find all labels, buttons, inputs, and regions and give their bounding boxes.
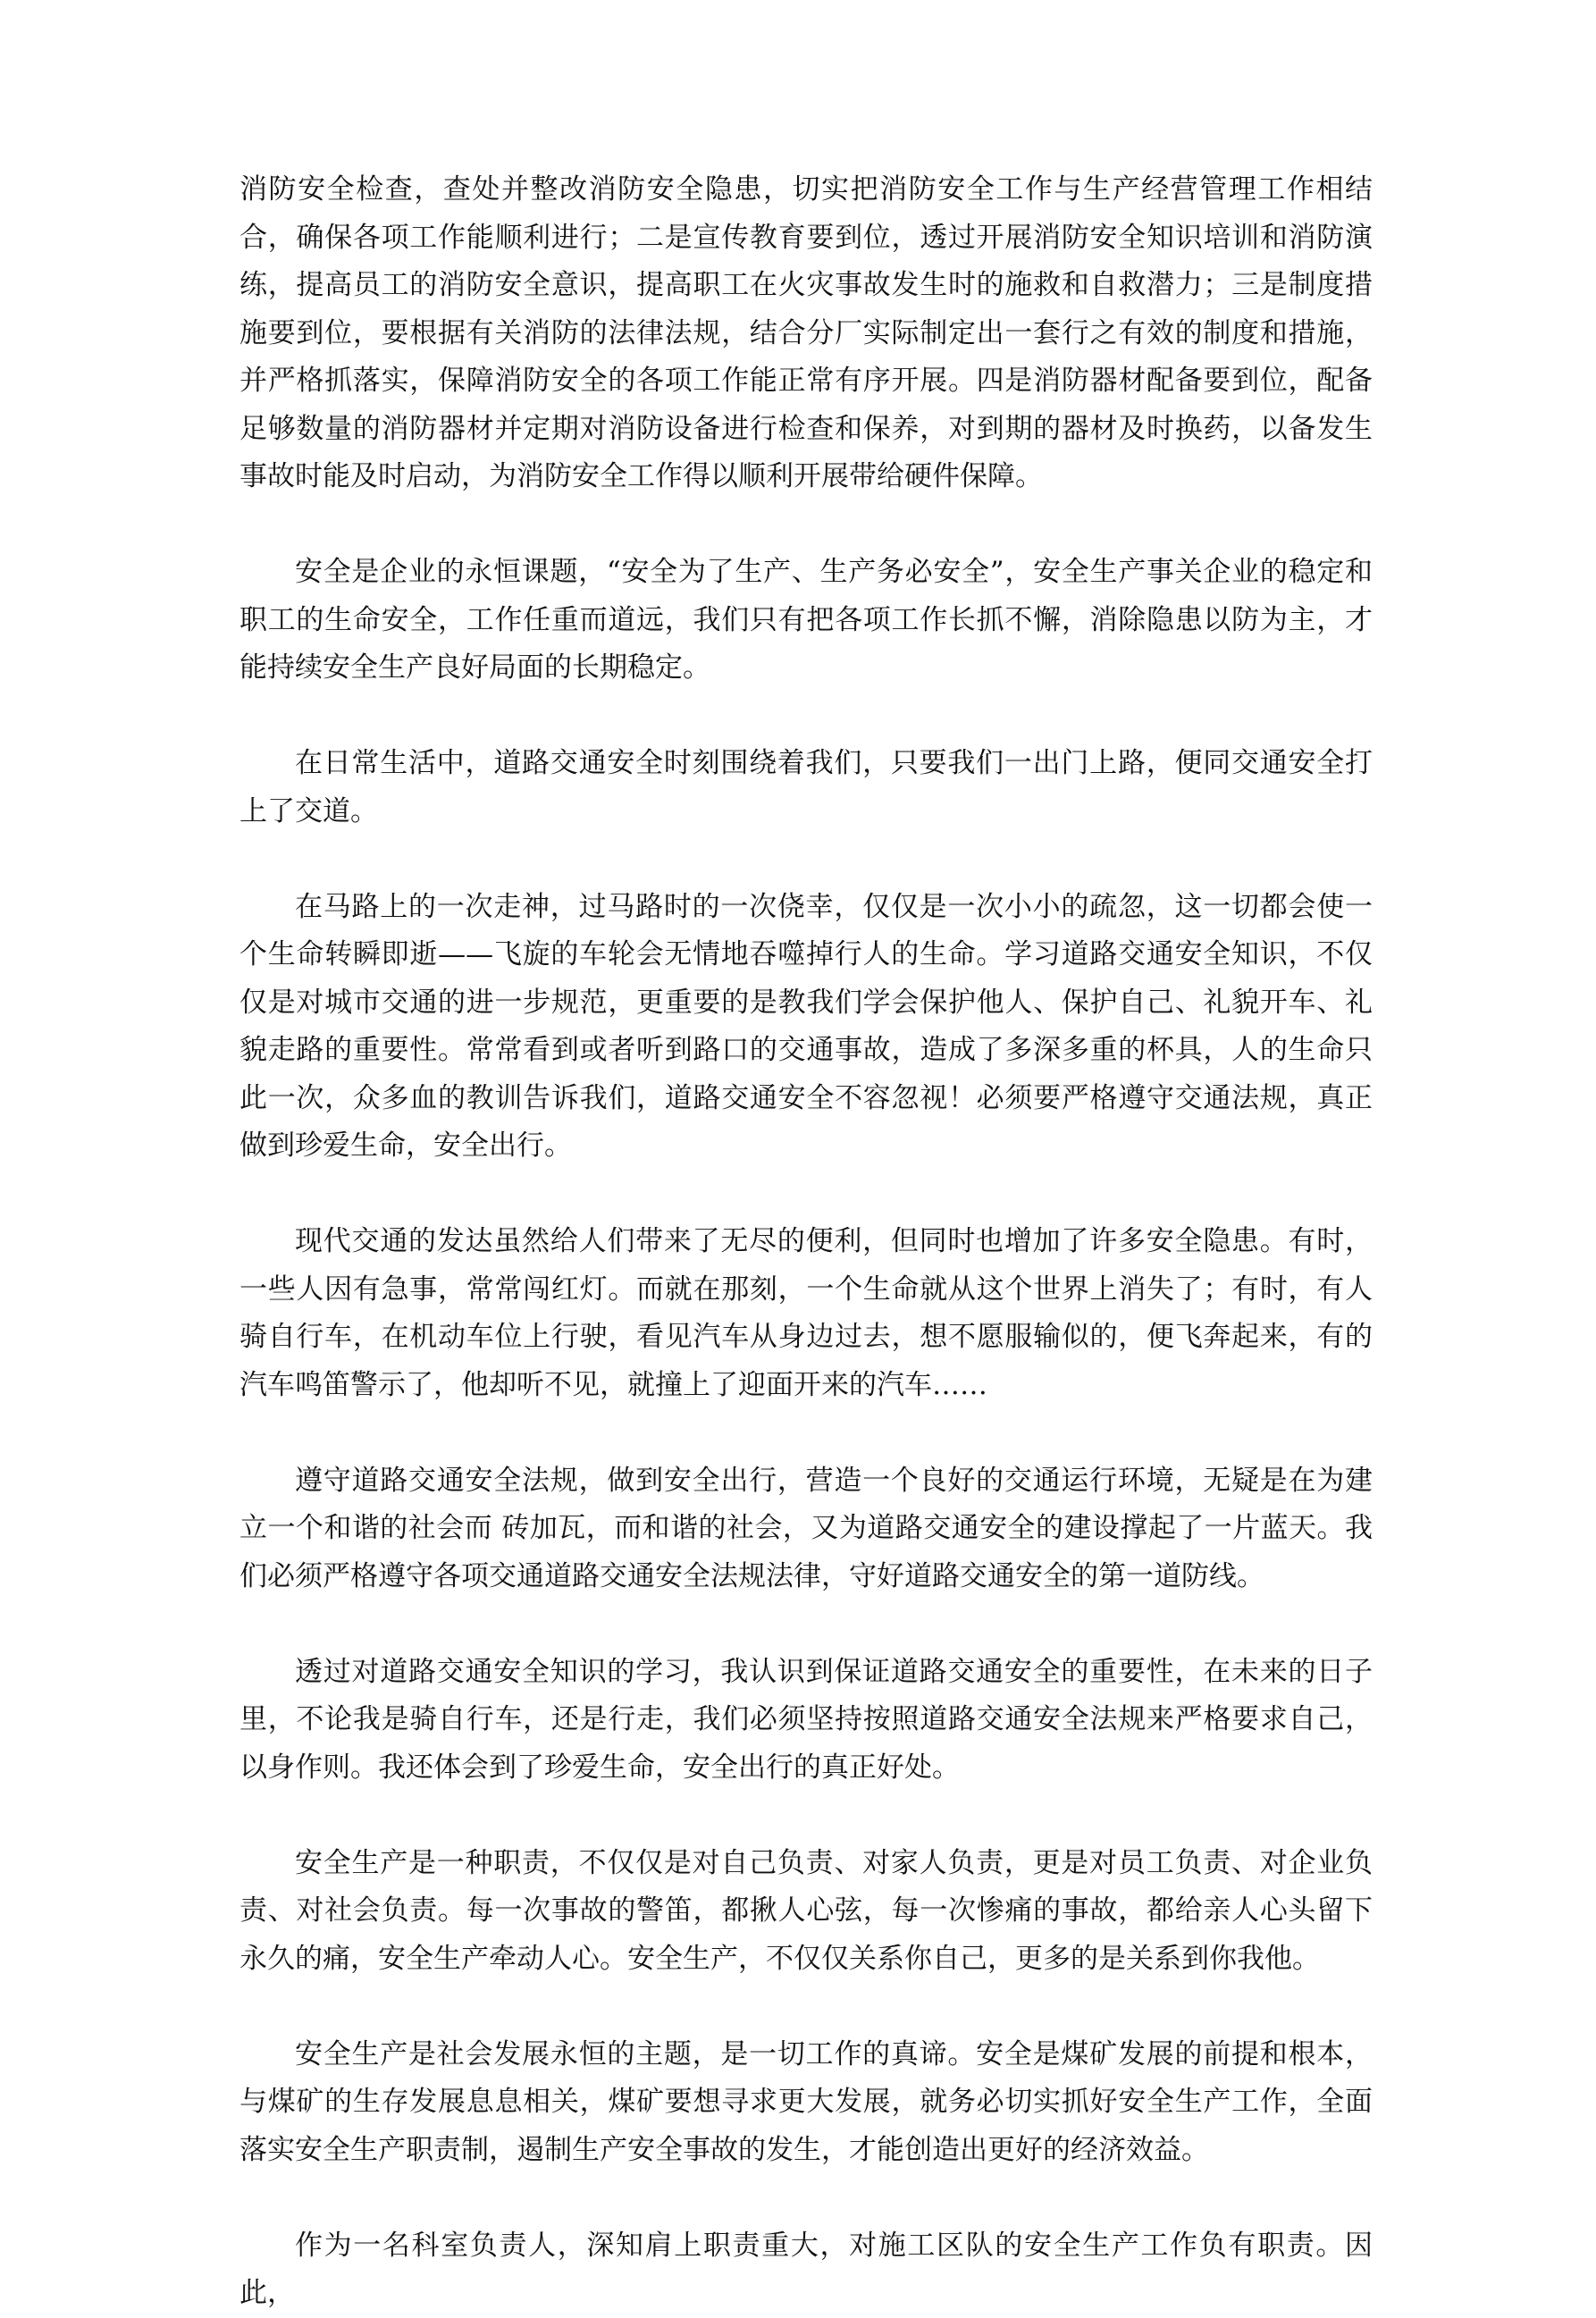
paragraph-learning-reflection: 透过对道路交通安全知识的学习，我认识到保证道路交通安全的重要性，在未来的日子里，不论我是骑自行车，还是行走，我们必须坚持按照道路交通安全法规来严格要求自己，以身作则。我还体会到了珍爱生命，安全出行的真正好处。 [239, 1655, 1373, 1784]
paragraph-safety-eternal-topic: 安全是企业的永恒课题，“安全为了生产、生产务必安全”，安全生产事关企业的稳定和职工的生命安全，工作任重而道远，我们只有把各项工作长抓不懈，消除隐患以防为主，才能持续安全生产良好局面的长期稳定。 [239, 556, 1373, 684]
paragraph-department-head: 作为一名科室负责人，深知肩上职责重大，对施工区队的安全生产工作负有职责。因此， [239, 2229, 1373, 2309]
paragraph-daily-traffic-safety: 在日常生活中，道路交通安全时刻围绕着我们，只要我们一出门上路，便同交通安全打上了交道。 [239, 747, 1373, 827]
paragraph-coal-mine-safety: 安全生产是社会发展永恒的主题，是一切工作的真谛。安全是煤矿发展的前提和根本，与煤矿的生存发展息息相关，煤矿要想寻求更大发展，就务必切实抓好安全生产工作，全面落实安全生产职责制，遏制生产安全事故的发生，才能创造出更好的经济效益。 [239, 2037, 1373, 2166]
paragraph-obey-traffic-laws: 遵守道路交通安全法规，做到安全出行，营造一个良好的交通运行环境，无疑是在为建立一个和谐的社会而 砖加瓦，而和谐的社会，又为道路交通安全的建设撑起了一片蓝天。我们必须严格遵守各项交通道路交通安全法规法律，守好道路交通安全的第一道防线。 [239, 1464, 1373, 1592]
document-page [239, 166, 1373, 2318]
paragraph-modern-traffic-hazards: 现代交通的发达虽然给人们带来了无尽的便利，但同时也增加了许多安全隐患。有时，一些人因有急事，常常闯红灯。而就在那刻，一个生命就从这个世界上消失了；有时，有人骑自行车，在机动车位上行驶，看见汽车从身边过去，想不愿服输似的，便飞奔起来，有的汽车鸣笛警示了，他却听不见，就撞上了迎面开来的汽车…… [239, 1225, 1373, 1401]
paragraph-fire-safety-measures: 消防安全检查，查处并整改消防安全隐患，切实把消防安全工作与生产经营管理工作相结合，确保各项工作能顺利进行；二是宣传教育要到位，透过开展消防安全知识培训和消防演练，提高员工的消防安全意识，提高职工在火灾事故发生时的施救和自救潜力；三是制度措施要到位，要根据有关消防的法律法规，结合分厂实际制定出一套行之有效的制度和措施，并严格抓落实，保障消防安全的各项工作能正常有序开展。四是消防器材配备要到位，配备足够数量的消防器材并定期对消防设备进行检查和保养，对到期的器材及时换药，以备发生事故时能及时启动，为消防安全工作得以顺利开展带给硬件保障。 [239, 173, 1373, 492]
paragraph-safety-responsibility: 安全生产是一种职责，不仅仅是对自己负责、对家人负责，更是对员工负责、对企业负责、对社会负责。每一次事故的警笛，都揪人心弦，每一次惨痛的事故，都给亲人心头留下永久的痛，安全生产牵动人心。安全生产，不仅仅关系你自己，更多的是关系到你我他。 [239, 1846, 1373, 1975]
paragraph-road-negligence: 在马路上的一次走神，过马路时的一次侥幸，仅仅是一次小小的疏忽，这一切都会使一个生命转瞬即逝——飞旋的车轮会无情地吞噬掉行人的生命。学习道路交通安全知识，不仅仅是对城市交通的进一步规范，更重要的是教我们学会保护他人、保护自己、礼貌开车、礼貌走路的重要性。常常看到或者听到路口的交通事故，造成了多深多重的杯具，人的生命只此一次，众多血的教训告诉我们，道路交通安全不容忽视！必须要严格遵守交通法规，真正做到珍爱生命，安全出行。 [239, 890, 1373, 1162]
